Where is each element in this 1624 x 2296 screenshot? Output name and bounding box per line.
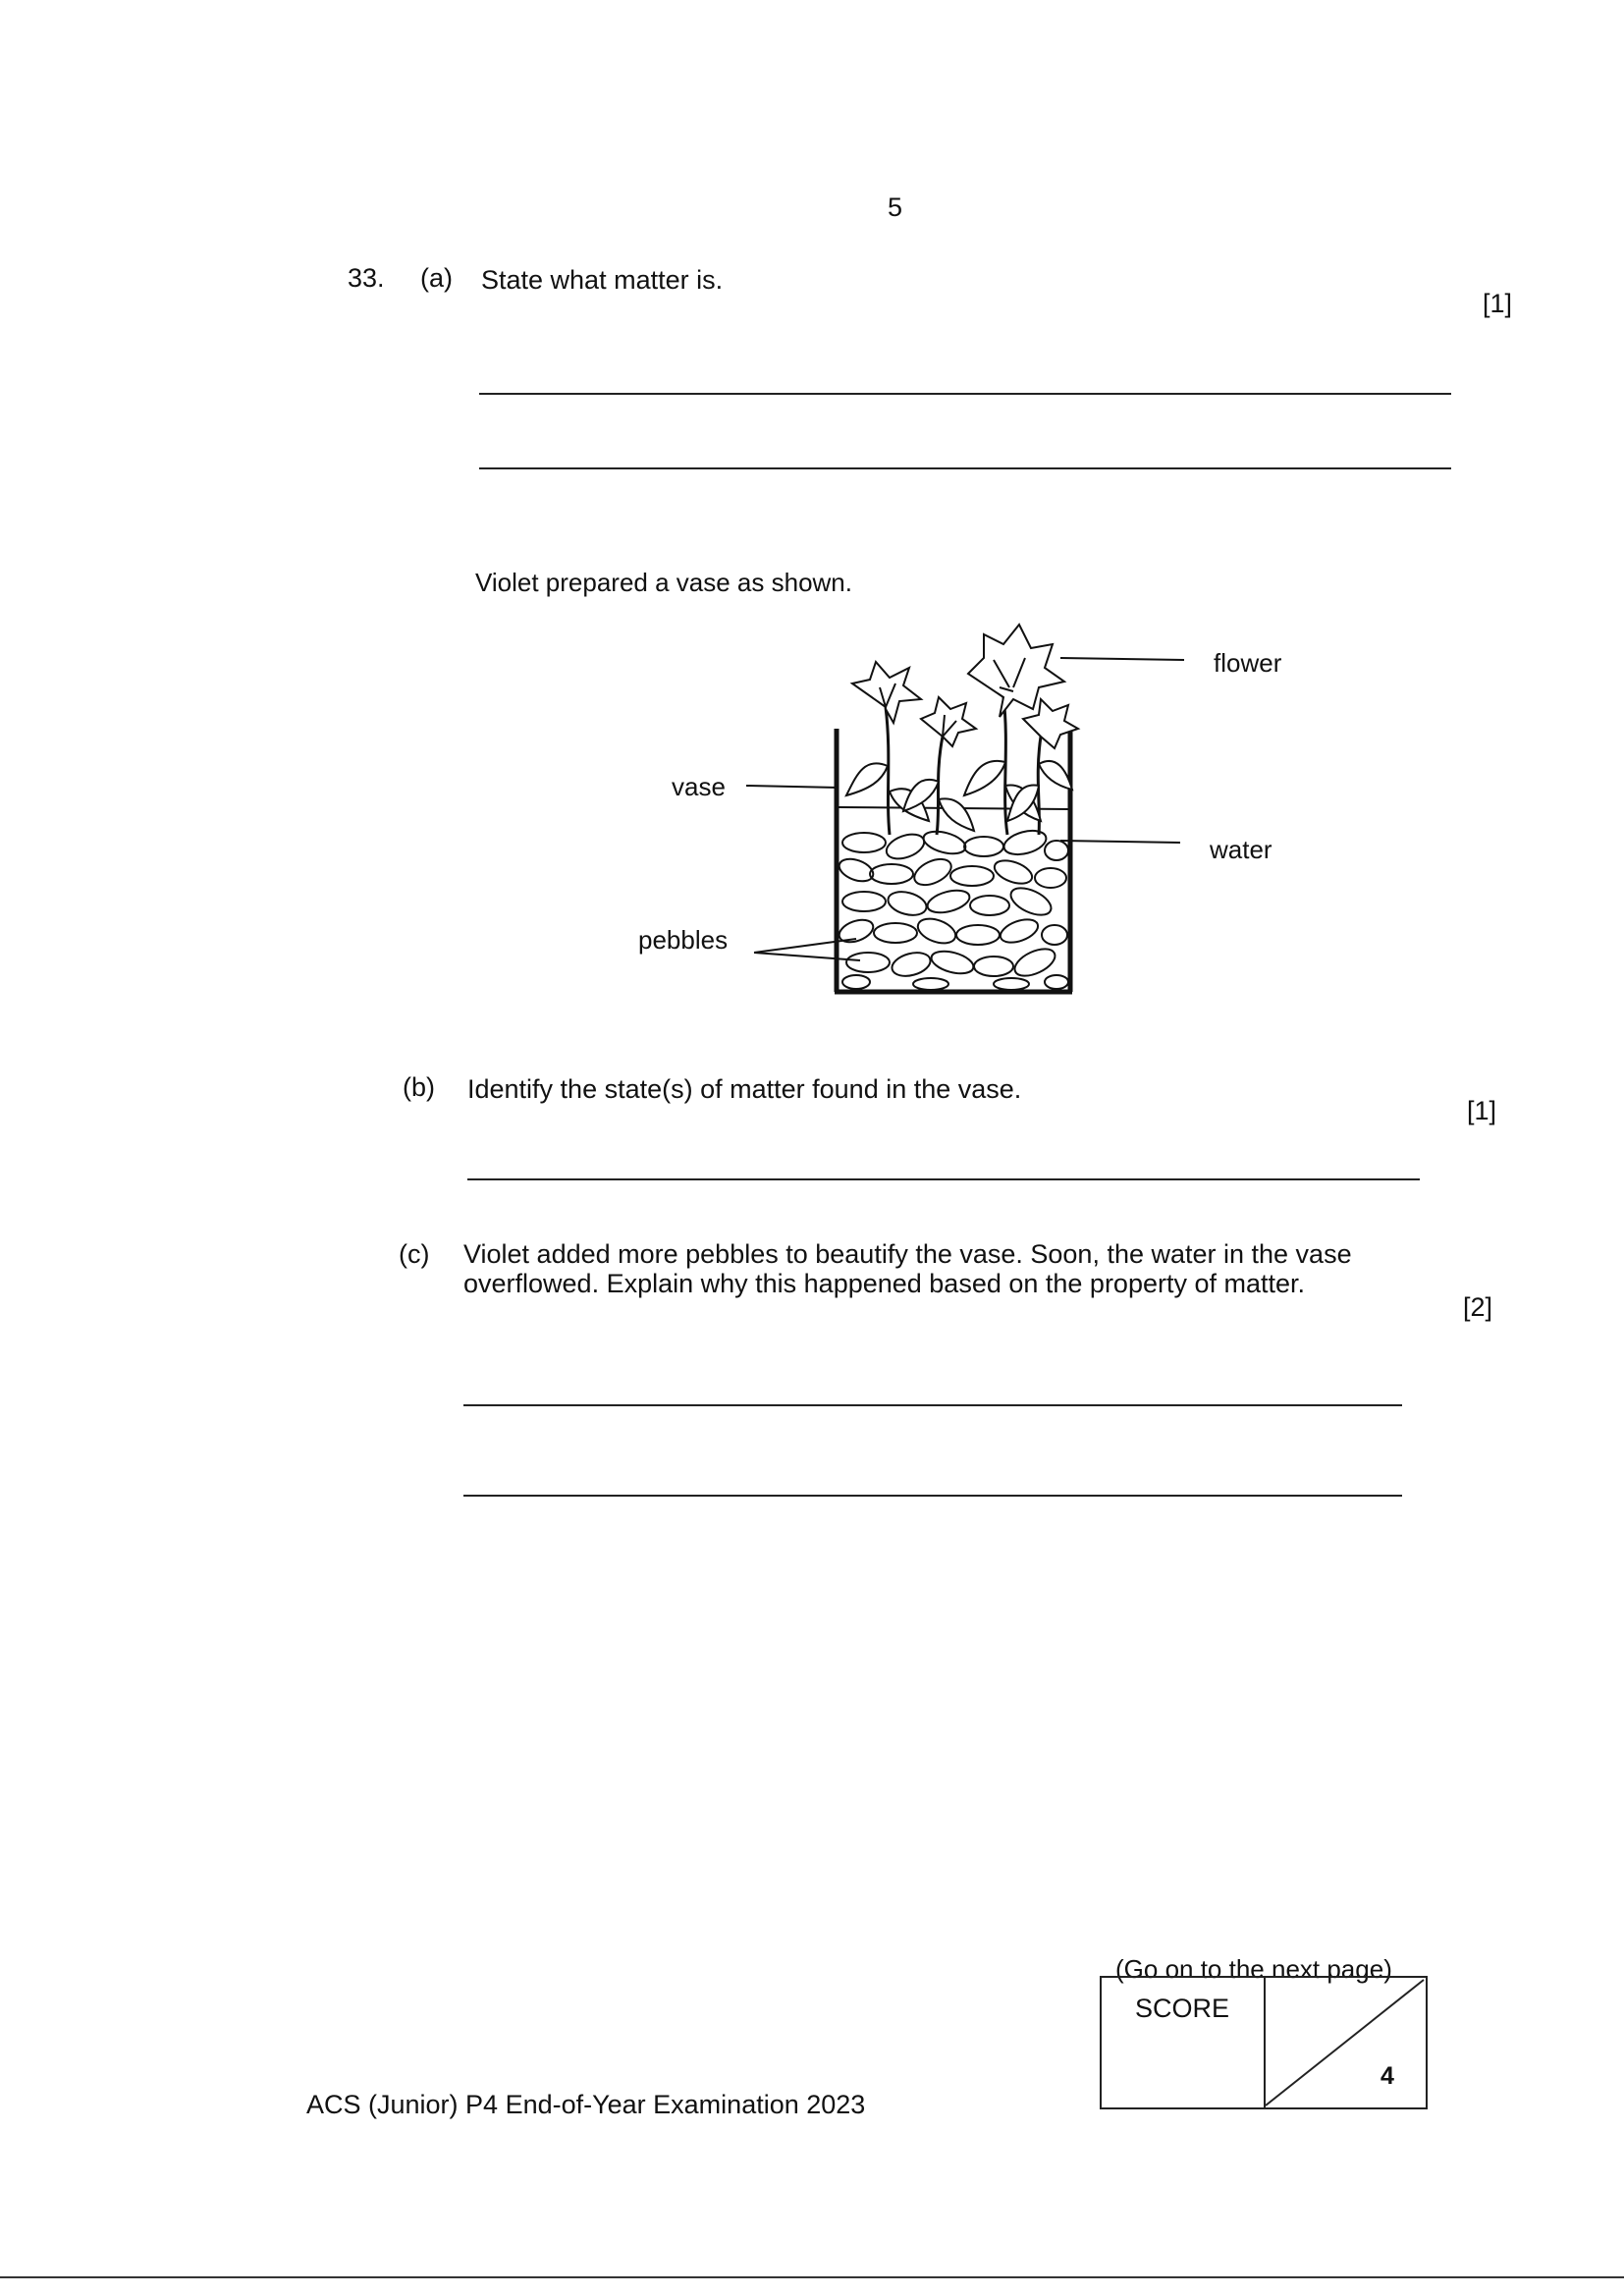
score-label: SCORE (1135, 1994, 1230, 2023)
pebbles-leader-line-2 (754, 953, 860, 960)
flower-leader-line (1060, 658, 1184, 660)
score-total: 4 (1380, 2062, 1394, 2090)
part-a-answer-line-1[interactable] (479, 393, 1451, 395)
bottom-rule (0, 2276, 1624, 2278)
figure-intro-text: Violet prepared a vase as shown. (475, 568, 852, 597)
vase-illustration (835, 625, 1078, 992)
pebbles-pile (837, 827, 1068, 990)
part-b-label: (b) (403, 1072, 435, 1102)
label-flower: flower (1214, 648, 1282, 678)
part-c-answer-line-2[interactable] (463, 1495, 1402, 1497)
score-box (1100, 1976, 1428, 2109)
page-number: 5 (888, 192, 903, 222)
part-a-answer-line-2[interactable] (479, 467, 1451, 469)
part-c-marks: [2] (1463, 1292, 1493, 1322)
part-c-answer-line-1[interactable] (463, 1404, 1402, 1406)
label-pebbles: pebbles (638, 925, 729, 955)
part-b-answer-line[interactable] (467, 1178, 1420, 1180)
score-diagonal (1264, 1978, 1426, 2107)
part-a-label: (a) (420, 263, 453, 293)
label-vase: vase (672, 772, 726, 801)
pebbles-leader-line-1 (754, 939, 856, 953)
go-on-note: (Go on to the next page) (1115, 1954, 1392, 1984)
part-c-question: Violet added more pebbles to beautify the vase. Soon, the water in the vase overflowed. Explain why this happened based on the property of matter. (463, 1239, 1352, 1298)
part-a-question: State what matter is. (481, 265, 724, 295)
exam-title: ACS (Junior) P4 End-of-Year Examination 2023 (306, 2090, 866, 2119)
question-number: 33. (348, 263, 385, 293)
part-b-question: Identify the state(s) of matter found in the vase. (467, 1074, 1022, 1104)
part-b-marks: [1] (1467, 1096, 1497, 1125)
vase-diagram (628, 589, 1316, 1002)
water-leader-line (1060, 841, 1180, 843)
part-a-marks: [1] (1483, 289, 1513, 318)
vase-leader-line (746, 786, 839, 788)
label-water: water (1210, 835, 1272, 864)
part-c-label: (c) (399, 1239, 430, 1269)
